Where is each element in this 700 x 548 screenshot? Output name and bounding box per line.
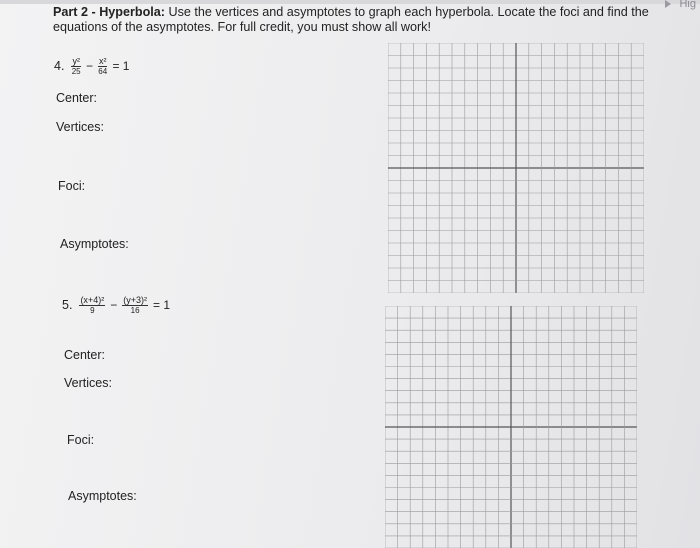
numerator: (x+4)²	[80, 295, 105, 305]
fraction-x	[79, 295, 105, 315]
corner-text: Hig	[679, 0, 696, 10]
fraction-y	[122, 295, 148, 315]
denominator: 9	[90, 306, 95, 315]
equals-one: = 1	[112, 59, 130, 73]
numerator: x²	[98, 56, 107, 66]
play-icon	[665, 0, 671, 8]
fraction-y	[71, 56, 81, 76]
label-center: Center:	[56, 91, 97, 105]
label-vertices: Vertices:	[56, 120, 104, 134]
numerator: (y+3)²	[123, 295, 147, 305]
coordinate-grid-2[interactable]	[385, 306, 637, 548]
minus-sign: −	[110, 298, 118, 312]
label-vertices: Vertices:	[64, 376, 112, 390]
denominator: 25	[71, 67, 81, 76]
fraction-x	[98, 56, 108, 76]
toolbar-fragment	[665, 0, 696, 10]
problem-number: 5.	[62, 298, 73, 312]
problem-5-equation	[62, 295, 173, 315]
instructions-text: Use the vertices and asymptotes to graph each hyperbola. Locate the foci and find the equations of the asymptotes. For full credit, you must show all work!	[53, 5, 649, 34]
equals-one: = 1	[152, 298, 170, 312]
numerator: y²	[72, 56, 80, 66]
label-foci: Foci:	[58, 179, 86, 193]
denominator: 16	[130, 306, 140, 315]
coordinate-grid-1[interactable]	[388, 43, 644, 293]
problem-number: 4.	[54, 59, 65, 73]
part-title: Part 2 - Hyperbola:	[53, 5, 165, 19]
label-center: Center:	[64, 348, 105, 362]
instructions-heading	[53, 5, 663, 35]
denominator: 64	[98, 67, 108, 76]
top-edge	[0, 0, 700, 4]
minus-sign: −	[85, 59, 93, 73]
label-foci: Foci:	[67, 433, 95, 447]
label-asymptotes: Asymptotes:	[60, 237, 129, 251]
label-asymptotes: Asymptotes:	[68, 489, 137, 503]
problem-4-equation	[54, 56, 132, 76]
